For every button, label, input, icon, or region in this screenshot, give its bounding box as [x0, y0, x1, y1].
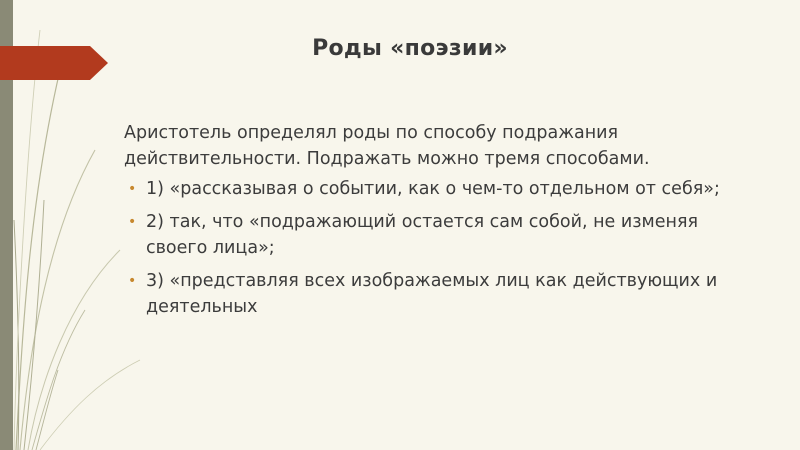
intro-paragraph: Аристотель определял роды по способу подражания действительности. Подражать можно тремя способами. [124, 123, 650, 169]
bullet-text: 1) «рассказывая о событии, как о чем-то отдельном от себя»; [146, 179, 720, 199]
slide-title: Роды «поэзии» [312, 36, 508, 61]
slide-content [124, 120, 764, 327]
bullet-icon: • [128, 181, 137, 197]
bullet-list [124, 176, 764, 320]
bullet-icon: • [128, 214, 137, 230]
bullet-icon: • [128, 273, 137, 289]
list-item [124, 176, 764, 202]
list-item [124, 209, 764, 261]
bullet-text: 2) так, что «подражающий остается сам собой, не изменяя своего лица»; [146, 212, 699, 258]
arrow-icon [0, 46, 108, 80]
list-item [124, 268, 764, 320]
bullet-text: 3) «представляя всех изображаемых лиц как действующих и деятельных [146, 271, 718, 317]
